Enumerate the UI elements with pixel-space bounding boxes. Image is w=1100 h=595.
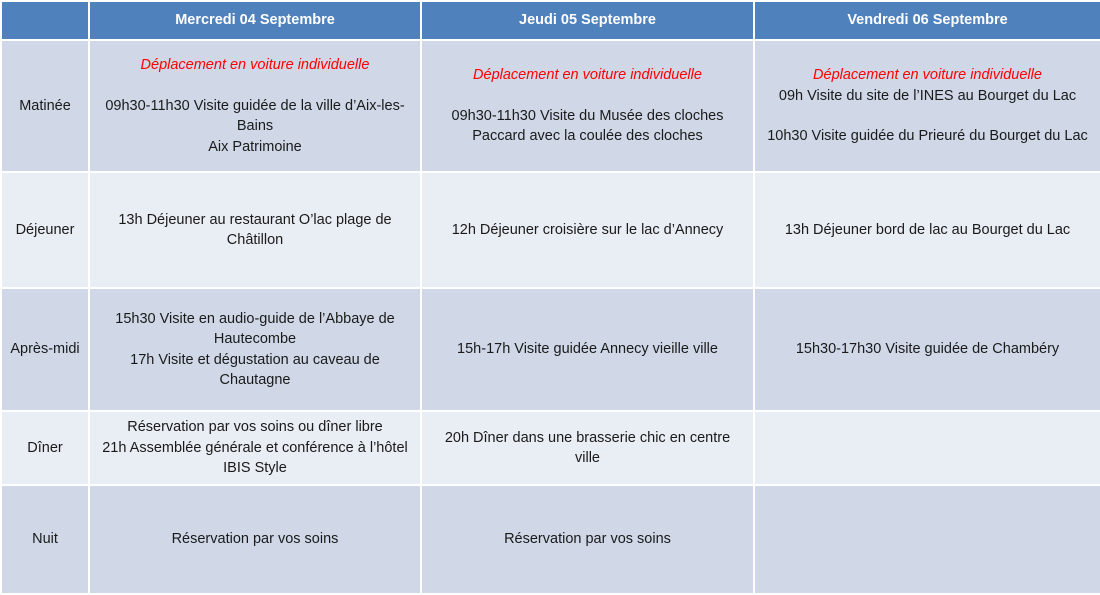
cell-dejeuner-day-1 (89, 172, 421, 288)
transport-note: Déplacement en voiture individuelle (813, 67, 1042, 84)
row-label-matinee: Matinée (1, 40, 89, 172)
cell-nuit-day-1 (89, 485, 421, 594)
cell-apres-midi-day-3 (754, 288, 1100, 411)
activity-text: 20h Dîner dans une brasserie chic en centre ville (444, 429, 731, 466)
cell-diner-day-2 (421, 411, 754, 485)
cell-apres-midi-day-2 (421, 288, 754, 411)
header-day-3: Vendredi 06 Septembre (754, 1, 1100, 40)
activity-text: 15h30 Visite en audio-guide de l’Abbaye de Hautecombe (115, 310, 395, 347)
cell-nuit-day-3 (754, 485, 1100, 594)
cell-matinee-day-3 (754, 40, 1100, 172)
activity-text: 12h Déjeuner croisière sur le lac d’Annecy (451, 221, 724, 238)
cell-matinee-day-1 (89, 40, 421, 172)
activity-text: Réservation par vos soins ou dîner libre (127, 419, 383, 436)
row-label-dejeuner: Déjeuner (1, 172, 89, 288)
row-diner (1, 411, 1100, 485)
activity-text: 15h30-17h30 Visite guidée de Chambéry (795, 341, 1060, 358)
activity-text: 10h30 Visite guidée du Prieuré du Bourget du Lac (767, 128, 1088, 145)
corner-header (1, 1, 89, 40)
transport-note: Déplacement en voiture individuelle (140, 57, 370, 73)
cell-nuit-day-2 (421, 485, 754, 594)
cell-matinee-day-2 (421, 40, 754, 172)
activity-text: 09h Visite du site de l’INES au Bourget du Lac (778, 87, 1077, 104)
activity-text: Réservation par vos soins (504, 531, 671, 548)
row-nuit (1, 485, 1100, 594)
activity-text: 09h30-11h30 Visite du Musée des cloches Paccard avec la coulée des cloches (451, 107, 724, 145)
header-day-2: Jeudi 05 Septembre (421, 1, 754, 40)
activity-text: 15h-17h Visite guidée Annecy vieille ville (457, 341, 718, 358)
cell-dejeuner-day-2 (421, 172, 754, 288)
activity-text: 21h Assemblée générale et conférence à l’hôtel IBIS Style (102, 439, 408, 477)
header-row (1, 1, 1100, 40)
row-dejeuner (1, 172, 1100, 288)
activity-text: 17h Visite et dégustation au caveau de Chautagne (130, 351, 380, 388)
row-apres-midi (1, 288, 1100, 411)
row-label-nuit: Nuit (1, 485, 89, 594)
activity-text: Aix Patrimoine (208, 138, 302, 155)
cell-diner-day-1 (89, 411, 421, 485)
activity-text: 13h Déjeuner au restaurant O’lac plage de Châtillon (118, 211, 392, 248)
cell-dejeuner-day-3 (754, 172, 1100, 288)
cell-diner-day-3 (754, 411, 1100, 485)
activity-text: Réservation par vos soins (171, 531, 339, 548)
row-label-diner: Dîner (1, 411, 89, 485)
row-label-apres-midi: Après-midi (1, 288, 89, 411)
header-day-1: Mercredi 04 Septembre (89, 1, 421, 40)
activity-text: 09h30-11h30 Visite guidée de la ville d’Aix-les-Bains (105, 97, 405, 134)
row-matinee (1, 40, 1100, 172)
transport-note: Déplacement en voiture individuelle (473, 67, 702, 84)
cell-apres-midi-day-1 (89, 288, 421, 411)
activity-text: 13h Déjeuner bord de lac au Bourget du Lac (784, 221, 1071, 238)
